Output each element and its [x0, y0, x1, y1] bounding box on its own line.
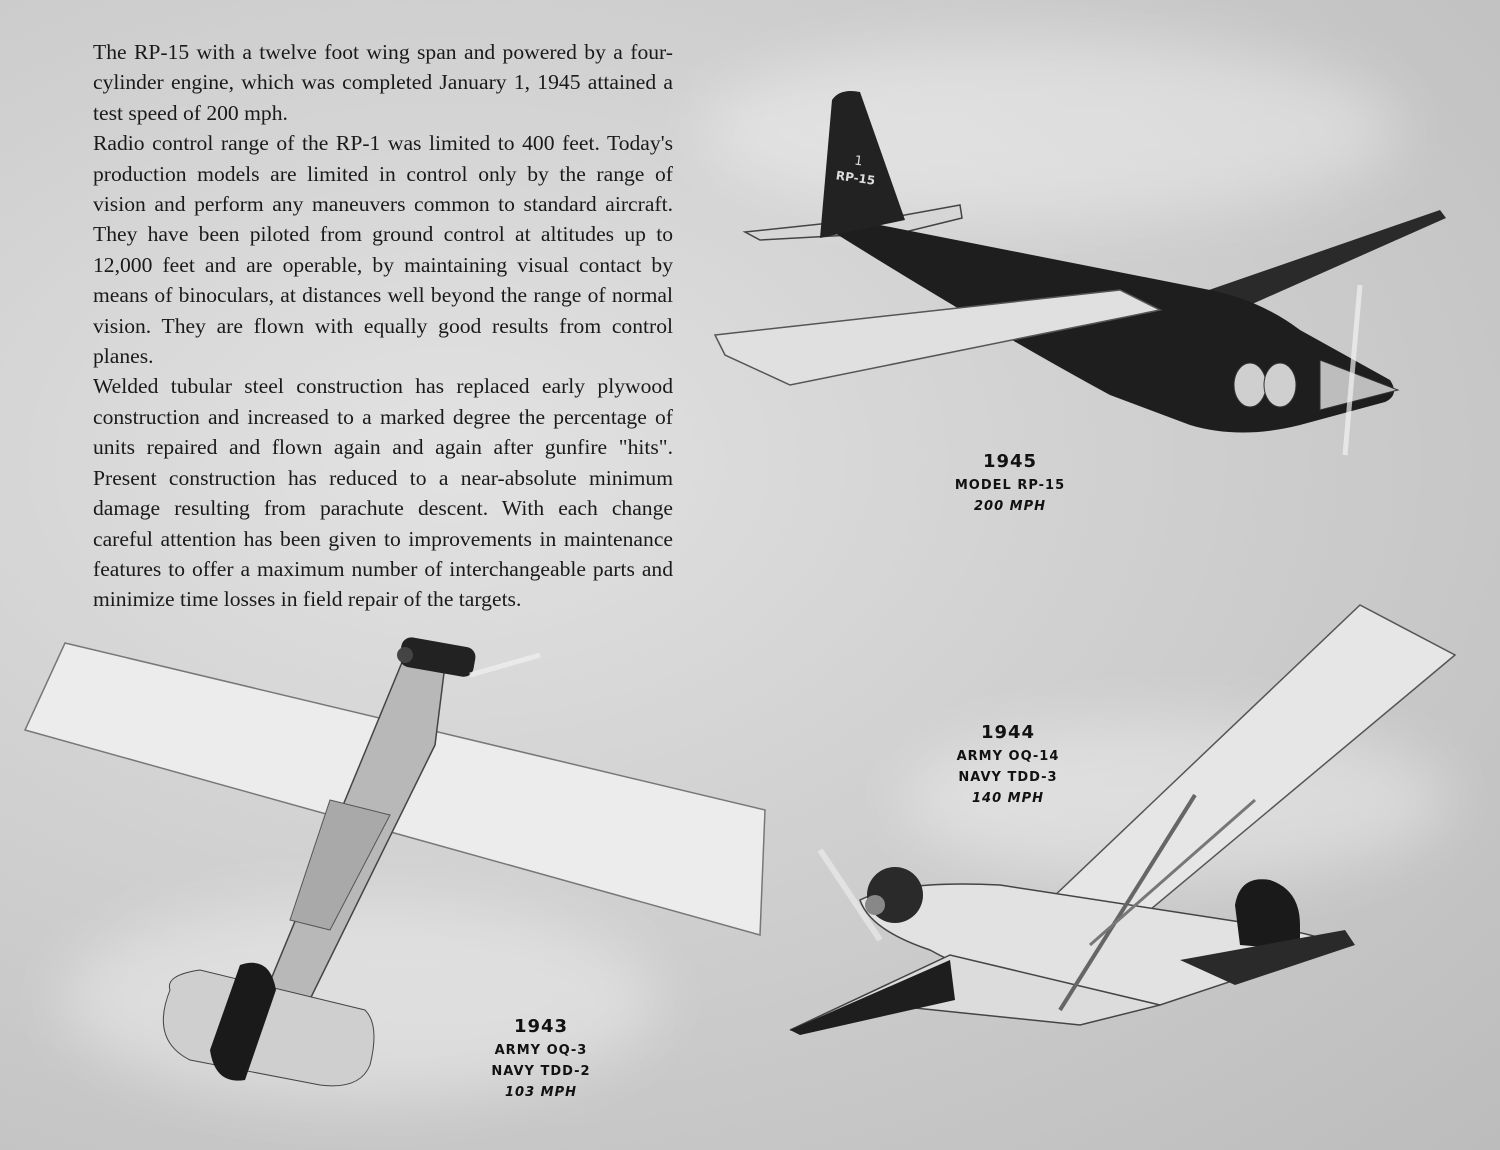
- caption-1943-army: ARMY OQ-3: [494, 1043, 588, 1058]
- caption-1944-army: ARMY OQ-14: [956, 749, 1060, 764]
- caption-1945-model: MODEL RP-15: [954, 478, 1066, 493]
- caption-1943-year: 1943: [513, 1016, 569, 1037]
- caption-1945-speed: 200 MPH: [973, 499, 1046, 514]
- tail-code: RP-15: [835, 168, 877, 188]
- caption-1943-speed: 103 MPH: [504, 1085, 577, 1100]
- caption-1943: [451, 1014, 631, 1103]
- caption-1944-navy: NAVY TDD-3: [958, 770, 1058, 785]
- caption-1944-year: 1944: [980, 722, 1036, 743]
- paragraph-radio-control: Radio control range of the RP-1 was limited to 400 feet. Today's production models are limited in control only by the range of vision and perform any maneuvers common to standard aircraft. They have been piloted from ground control at altitudes up to 12,000 feet and are operable, by maintaining visual contact by means of binoculars, at distances well beyond the range of normal vision. They are flown with equally good results from control planes.: [93, 131, 673, 369]
- caption-1945: [920, 449, 1100, 517]
- paragraph-rp15: The RP-15 with a twelve foot wing span and powered by a four-cylinder engine, which was completed January 1, 1945 attained a test speed of 200 mph.: [93, 40, 673, 125]
- tail-number: 1: [853, 153, 864, 170]
- caption-1945-year: 1945: [982, 451, 1038, 472]
- caption-1943-navy: NAVY TDD-2: [491, 1064, 591, 1079]
- paragraph-construction: Welded tubular steel construction has replaced early plywood construction and increased to a marked degree the percentage of units repaired and flown again and again after gunfire "hits". Present construction has reduced to a near-absolute minimum damage resulting from parachute descent. With each change careful attention has been given to improvements in maintenance features to offer a maximum number of interchangeable parts and minimize time losses in field repair of the targets.: [93, 374, 673, 612]
- caption-1944: [918, 720, 1098, 809]
- caption-1944-speed: 140 MPH: [971, 791, 1044, 806]
